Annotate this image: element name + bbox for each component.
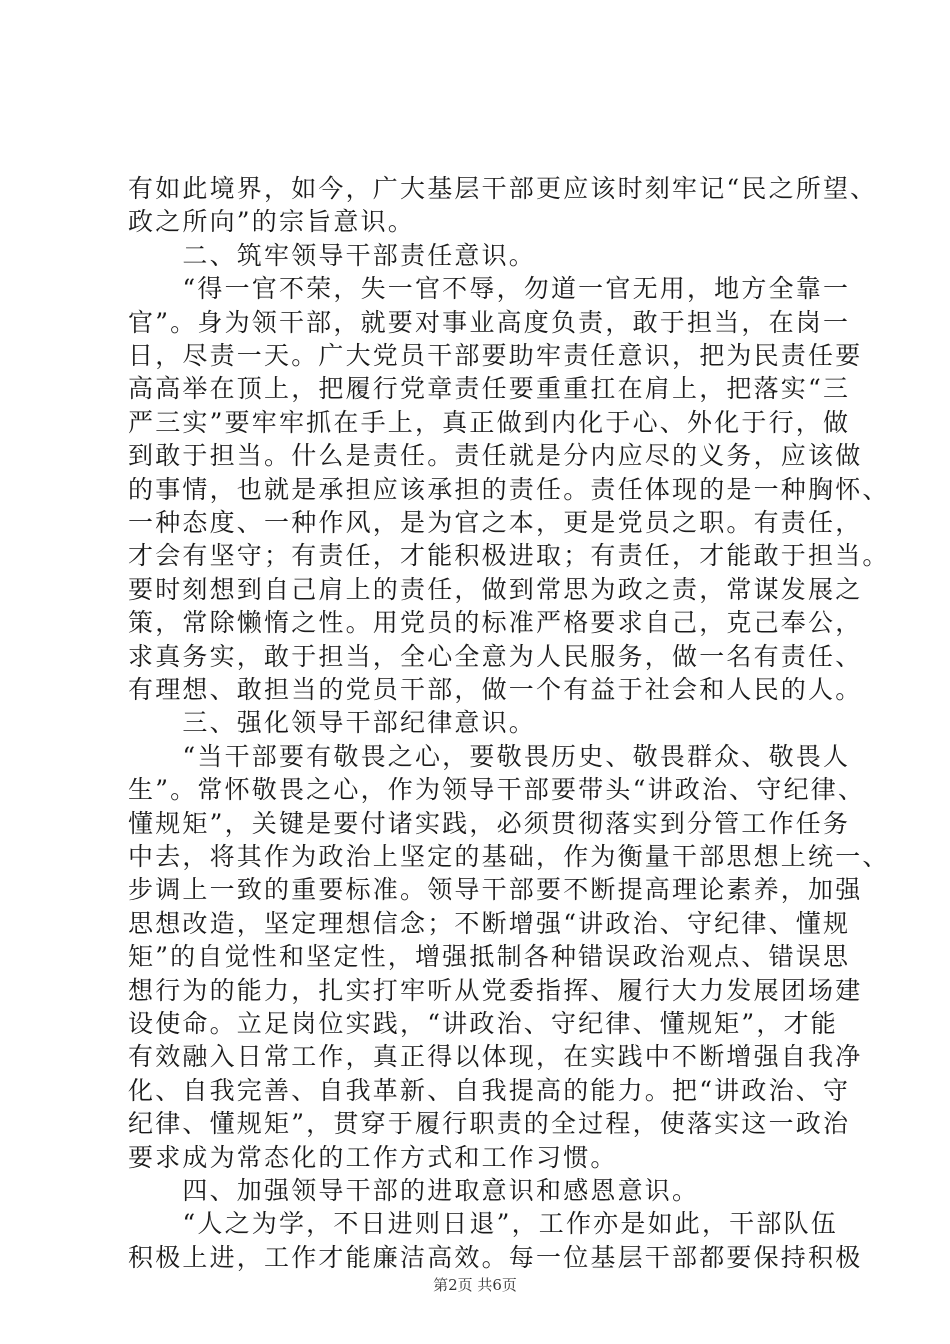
text-line: “当干部要有敬畏之心，要敬畏历史、敬畏群众、敬畏人 (128, 742, 851, 771)
text-line: 求真务实，敢于担当，全心全意为人民服务，做一名有责任、 (128, 642, 863, 671)
text-line: 思想改造，坚定理想信念；不断增强“讲政治、守纪律、懂规 (128, 909, 851, 938)
text-line: 有如此境界，如今，广大基层干部更应该时刻牢记“民之所望、 (128, 174, 878, 203)
text-line: 有理想、敢担当的党员干部，做一个有益于社会和人民的人。 (128, 675, 863, 704)
text-line: 才会有坚守；有责任，才能积极进取；有责任，才能敢于担当。 (128, 541, 890, 570)
text-line: 的事情，也就是承担应该承担的责任。责任体现的是一种胸怀、 (128, 475, 890, 504)
section-heading: 三、强化领导干部纪律意识。 (128, 708, 537, 737)
page-footer: 第2页 共6页 (433, 1276, 517, 1294)
text-line: “得一官不荣，失一官不辱，勿道一官无用，地方全靠一 (128, 274, 851, 303)
text-line: 要时刻想到自己肩上的责任，做到常思为政之责，常谋发展之 (128, 575, 863, 604)
text-line: 策，常除懒惰之性。用党员的标准严格要求自己，克己奉公， (128, 608, 863, 637)
text-line: 官”。身为领干部，就要对事业高度负责，敢于担当，在岗一 (128, 308, 851, 337)
text-line: 高高举在顶上，把履行党章责任要重重扛在肩上，把落实“三 (128, 374, 851, 403)
text-line: 到敢于担当。什么是责任。责任就是分内应尽的义务，应该做 (128, 441, 863, 470)
text-line: 懂规矩”，关键是要付诸实践，必须贯彻落实到分管工作任务 (128, 809, 851, 838)
section-heading: 四、加强领导干部的进取意识和感恩意识。 (128, 1176, 700, 1205)
text-line: 严三实”要牢牢抓在手上，真正做到内化于心、外化于行，做 (128, 408, 851, 437)
text-line: 积极上进，工作才能廉洁高效。每一位基层干部都要保持积极 (128, 1243, 863, 1272)
text-line: 一种态度、一种作风，是为官之本，更是党员之职。有责任， (128, 508, 863, 537)
text-line: 化、自我完善、自我革新、自我提高的能力。把“讲政治、守 (128, 1076, 851, 1105)
text-line: 中去，将其作为政治上坚定的基础，作为衡量干部思想上统一、 (128, 842, 890, 871)
text-line: 生”。常怀敬畏之心，作为领导干部要带头“讲政治、守纪律、 (128, 775, 866, 804)
text-line: 政之所向”的宗旨意识。 (128, 207, 415, 236)
text-line: 有效融入日常工作，真正得以体现，在实践中不断增强自我净 (128, 1042, 863, 1071)
text-line: 日，尽责一天。广大党员干部要助牢责任意识，把为民责任要 (128, 341, 863, 370)
text-line: 要求成为常态化的工作方式和工作习惯。 (128, 1143, 618, 1172)
section-heading: 二、筑牢领导干部责任意识。 (128, 241, 537, 270)
text-line: 矩”的自觉性和坚定性，增强抵制各种错误政治观点、错误思 (128, 942, 851, 971)
text-line: 纪律、懂规矩”，贯穿于履行职责的全过程，使落实这一政治 (128, 1109, 851, 1138)
text-line: “人之为学，不日进则日退”，工作亦是如此，干部队伍 (128, 1209, 838, 1238)
text-line: 想行为的能力，扎实打牢听从党委指挥、履行大力发展团场建 (128, 976, 863, 1005)
text-line: 设使命。立足岗位实践，“讲政治、守纪律、懂规矩”，才能 (128, 1009, 838, 1038)
text-line: 步调上一致的重要标准。领导干部要不断提高理论素养，加强 (128, 875, 863, 904)
